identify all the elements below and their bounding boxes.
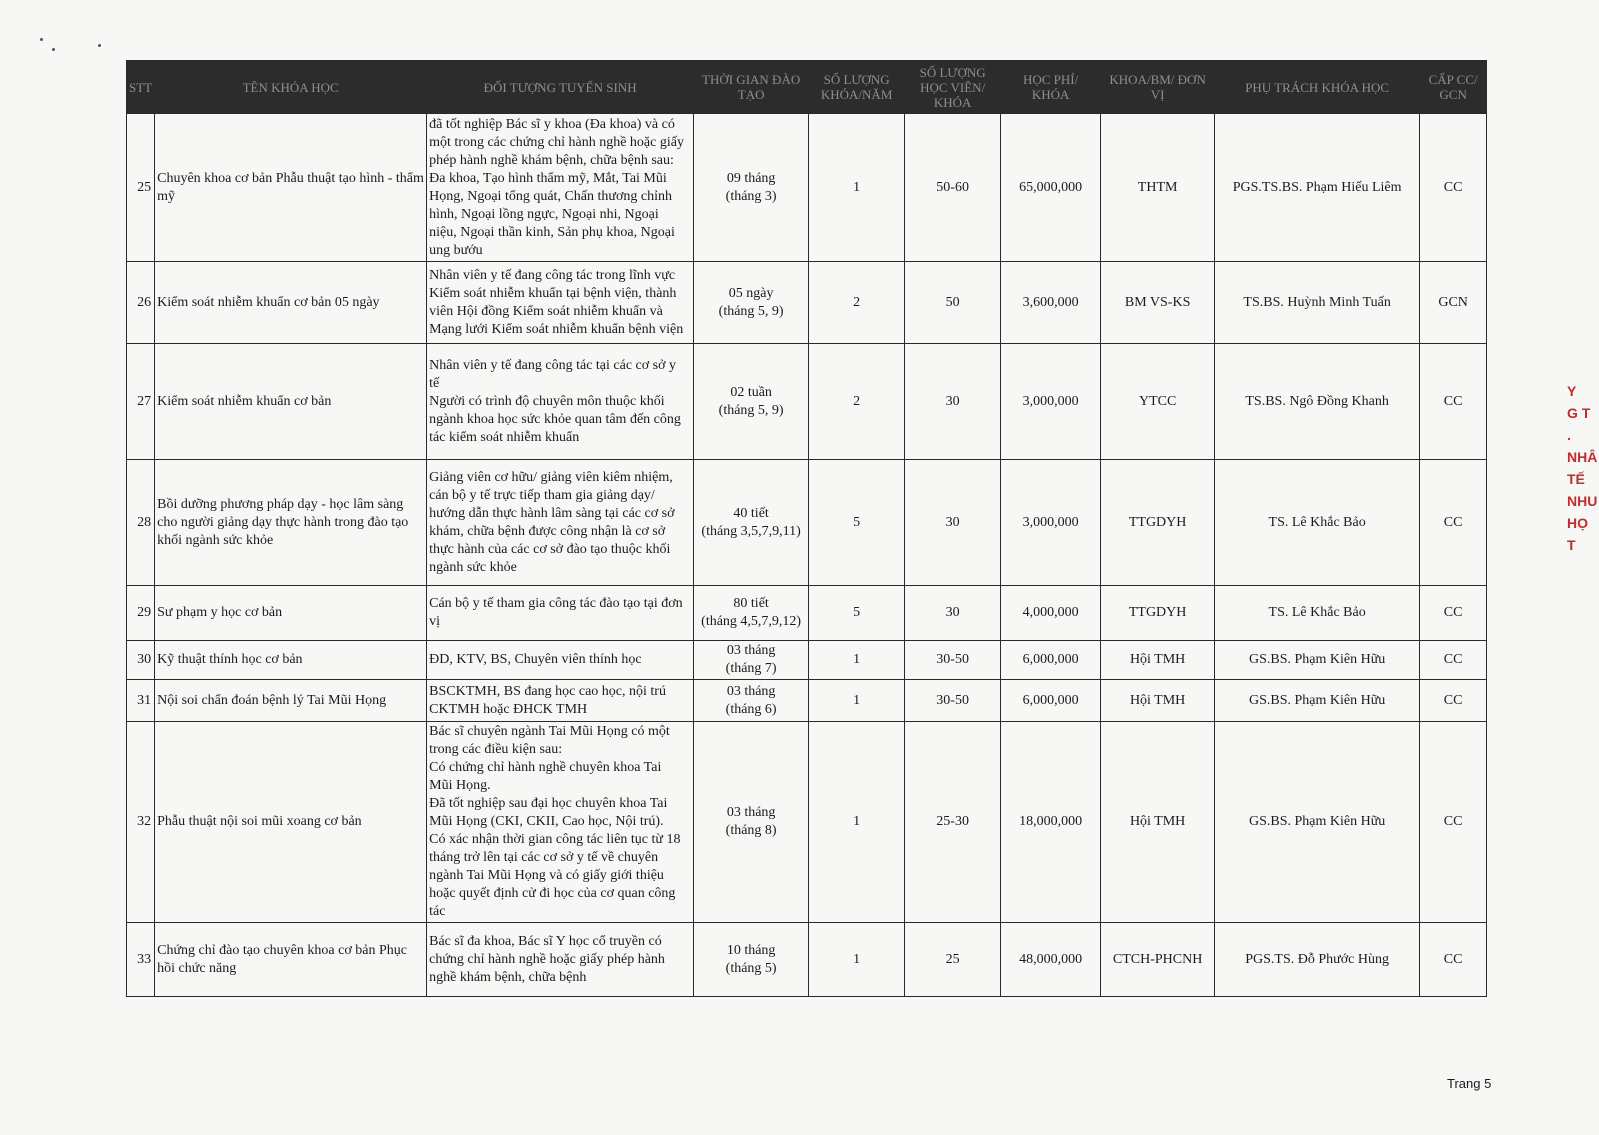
row-target-line: tháng trở lên tại các cơ sở y tế về chuyên [429, 850, 659, 865]
row-course-name: Chứng chỉ đào tạo chuyên khoa cơ bản Phục hồi chức năng [155, 923, 427, 997]
table-row [127, 114, 1487, 262]
row-stt: 27 [127, 344, 155, 460]
row-duration-line: 09 tháng [726, 170, 776, 186]
row-target-line: vị [429, 614, 441, 629]
row-target-line: Mũi Họng (CKI, CKII, Cao học, Nội trú). [429, 814, 664, 829]
row-supervisor: TS. Lê Khắc Bảo [1215, 460, 1420, 586]
row-target-line: Mũi Họng. [429, 778, 491, 793]
stamp-text: T [1567, 537, 1576, 553]
row-duration-line: (tháng 8) [725, 823, 777, 838]
row-fee: 6,000,000 [1001, 641, 1101, 680]
row-duration-line: 03 tháng [726, 643, 776, 658]
page-number: Trang 5 [1447, 1076, 1492, 1091]
row-course-name: Phẫu thuật nội soi mũi xoang cơ bản [155, 722, 427, 923]
row-stt: 33 [127, 923, 155, 997]
row-stt: 30 [127, 641, 155, 680]
row-target [427, 114, 694, 262]
row-supervisor: GS.BS. Phạm Kiên Hữu [1215, 722, 1420, 923]
row-stt: 26 [127, 262, 155, 344]
row-target-line: trong các điều kiện sau: [429, 742, 563, 757]
row-courses-per-year: 1 [809, 641, 905, 680]
row-students: 30 [905, 460, 1001, 586]
row-target [427, 641, 694, 680]
row-fee: 3,600,000 [1001, 262, 1101, 344]
row-target-line: Cán bộ y tế tham gia công tác đào tạo tại đơn [429, 596, 683, 611]
row-duration [694, 344, 809, 460]
stamp-text: TẾ [1567, 471, 1585, 487]
row-duration-line: 02 tuần [730, 384, 772, 400]
row-cert: CC [1420, 680, 1487, 722]
row-fee: 4,000,000 [1001, 586, 1101, 641]
row-students: 30-50 [905, 680, 1001, 722]
row-unit: Hội TMH [1101, 722, 1215, 923]
row-unit: CTCH-PHCNH [1101, 923, 1215, 997]
row-duration [694, 923, 809, 997]
row-unit: THTM [1101, 114, 1215, 262]
row-duration-line: 05 ngày [728, 285, 774, 301]
row-course-name: Nội soi chẩn đoán bệnh lý Tai Mũi Họng [155, 680, 427, 722]
row-courses-per-year: 5 [809, 586, 905, 641]
table-row [127, 460, 1487, 586]
row-students: 30 [905, 586, 1001, 641]
row-duration-line: (tháng 5, 9) [718, 402, 784, 418]
row-target [427, 586, 694, 641]
row-duration-line: 03 tháng [726, 683, 776, 699]
table-row [127, 586, 1487, 641]
row-stt: 28 [127, 460, 155, 586]
row-unit: Hội TMH [1101, 641, 1215, 680]
row-cert: GCN [1420, 262, 1487, 344]
row-target-line: CKTMH hoặc ĐHCK TMH [429, 701, 588, 717]
row-target-line: Mạng lưới Kiểm soát nhiễm khuẩn bệnh viện [429, 321, 684, 337]
stamp-text: G T [1567, 405, 1591, 421]
table-row [127, 722, 1487, 923]
table-row [127, 680, 1487, 722]
row-fee: 65,000,000 [1001, 114, 1101, 262]
row-course-name: Kiểm soát nhiễm khuẩn cơ bản [155, 344, 427, 460]
row-students: 30 [905, 344, 1001, 460]
row-cert: CC [1420, 722, 1487, 923]
row-target-line: ngành sức khỏe [429, 559, 517, 575]
row-courses-per-year: 5 [809, 460, 905, 586]
row-duration [694, 722, 809, 923]
row-target [427, 344, 694, 460]
row-duration [694, 641, 809, 680]
row-supervisor: TS. Lê Khắc Bảo [1215, 586, 1420, 641]
row-stt: 31 [127, 680, 155, 722]
table-row [127, 923, 1487, 997]
row-stt: 25 [127, 114, 155, 262]
row-target-line: Đa khoa, Tạo hình thẩm mỹ, Mắt, Tai Mũi [429, 170, 667, 186]
stamp-text: Y [1567, 383, 1577, 399]
row-supervisor: PGS.TS.BS. Phạm Hiếu Liêm [1215, 114, 1420, 262]
row-students: 25 [905, 923, 1001, 997]
row-duration [694, 460, 809, 586]
row-duration-line: (tháng 4,5,7,9,12) [701, 614, 802, 629]
red-stamp-fragment [1567, 380, 1599, 556]
row-target-line: hướng dẫn thực hành lâm sàng tại các cơ sở [429, 505, 675, 521]
stamp-text: HỌ [1567, 515, 1588, 531]
row-target [427, 262, 694, 344]
table-row [127, 344, 1487, 460]
row-duration-line: 10 tháng [726, 942, 776, 958]
row-duration [694, 680, 809, 722]
row-target-line: tế [429, 375, 440, 391]
header-unit: KHOA/BM/ ĐƠN VỊ [1101, 61, 1215, 114]
header-stt: STT [127, 61, 155, 114]
row-fee: 3,000,000 [1001, 344, 1101, 460]
row-target-line: một trong các chứng chỉ hành nghề hoặc giấy [429, 134, 684, 150]
row-target-line: Bác sĩ chuyên ngành Tai Mũi Họng có một [429, 724, 670, 739]
row-unit: YTCC [1101, 344, 1215, 460]
row-duration [694, 114, 809, 262]
row-unit: Hội TMH [1101, 680, 1215, 722]
row-duration-line: (tháng 6) [725, 701, 777, 717]
stamp-text: . NHÂ [1567, 427, 1598, 465]
row-stt: 29 [127, 586, 155, 641]
row-supervisor: GS.BS. Phạm Kiên Hữu [1215, 641, 1420, 680]
table-header-row [127, 61, 1487, 114]
row-courses-per-year: 1 [809, 722, 905, 923]
row-target-line: ngành khoa học sức khỏe quan tâm đến công [429, 411, 681, 427]
header-fee: HỌC PHÍ/ KHÓA [1001, 61, 1101, 114]
row-unit: BM VS-KS [1101, 262, 1215, 344]
row-target-line: ĐD, KTV, BS, Chuyên viên thính học [429, 652, 642, 667]
row-fee: 6,000,000 [1001, 680, 1101, 722]
scan-speck [40, 38, 43, 41]
row-duration-line: 03 tháng [726, 805, 776, 820]
row-target-line: Nhân viên y tế đang công tác tại các cơ sở y [429, 357, 677, 373]
row-course-name: Bồi dưỡng phương pháp dạy - học lâm sàng cho người giảng dạy thực hành trong đào tạo khối ngành sức khỏe [155, 460, 427, 586]
row-duration-line: (tháng 3,5,7,9,11) [701, 523, 801, 539]
row-supervisor: GS.BS. Phạm Kiên Hữu [1215, 680, 1420, 722]
row-stt: 32 [127, 722, 155, 923]
row-target-line: cán bộ y tế trực tiếp tham gia giảng dạy/ [429, 487, 655, 503]
row-target-line: viên Hội đồng Kiểm soát nhiễm khuẩn và [429, 303, 663, 319]
row-duration-line: (tháng 5, 9) [718, 303, 784, 319]
row-target [427, 680, 694, 722]
row-target [427, 460, 694, 586]
row-students: 50-60 [905, 114, 1001, 262]
row-duration-line: (tháng 3) [725, 188, 777, 204]
row-course-name: Chuyên khoa cơ bản Phẫu thuật tạo hình - thẩm mỹ [155, 114, 427, 262]
row-target-line: Người có trình độ chuyên môn thuộc khối [429, 393, 665, 409]
table-row [127, 641, 1487, 680]
row-target-line: chứng chỉ hành nghề hoặc giấy phép hành [429, 951, 665, 967]
row-target-line: tác [429, 904, 446, 919]
row-target-line: BSCKTMH, BS đang học cao học, nội trú [429, 683, 666, 699]
row-cert: CC [1420, 586, 1487, 641]
row-cert: CC [1420, 923, 1487, 997]
row-target-line: phép hành nghề khám bệnh, chữa bệnh sau: [429, 152, 674, 168]
row-supervisor: TS.BS. Ngô Đồng Khanh [1215, 344, 1420, 460]
header-students: SỐ LƯỢNG HỌC VIÊN/ KHÓA [905, 61, 1001, 114]
row-courses-per-year: 1 [809, 680, 905, 722]
header-duration: THỜI GIAN ĐÀO TẠO [694, 61, 809, 114]
row-students: 30-50 [905, 641, 1001, 680]
row-duration-line: (tháng 5) [725, 960, 777, 976]
row-target-line: Nhân viên y tế đang công tác trong lĩnh vực [429, 267, 676, 283]
row-students: 25-30 [905, 722, 1001, 923]
row-target [427, 923, 694, 997]
row-course-name: Kỹ thuật thính học cơ bản [155, 641, 427, 680]
row-target-line: Họng, Ngoại tổng quát, Chấn thương chỉnh [429, 188, 672, 204]
header-cert: CẤP CC/ GCN [1420, 61, 1487, 114]
row-duration [694, 262, 809, 344]
row-cert: CC [1420, 641, 1487, 680]
row-fee: 18,000,000 [1001, 722, 1101, 923]
row-target-line: đã tốt nghiệp Bác sĩ y khoa (Đa khoa) và có [429, 116, 675, 132]
row-target-line: Giảng viên cơ hữu/ giảng viên kiêm nhiệm, [429, 469, 673, 485]
row-duration-line: 40 tiết [733, 505, 769, 521]
row-target-line: ung bướu [429, 242, 483, 258]
row-duration-line: 80 tiết [733, 596, 769, 611]
row-target-line: Bác sĩ đa khoa, Bác sĩ Y học cổ truyền có [429, 933, 662, 949]
row-target-line: nghề khám bệnh, chữa bệnh [429, 969, 587, 985]
row-fee: 48,000,000 [1001, 923, 1101, 997]
row-target-line: ngành Tai Mũi Họng và có giấy giới thiệu [429, 868, 664, 883]
row-target-line: Có xác nhận thời gian công tác liên tục từ 18 [429, 832, 681, 847]
row-duration [694, 586, 809, 641]
row-courses-per-year: 2 [809, 344, 905, 460]
table-row [127, 262, 1487, 344]
row-cert: CC [1420, 460, 1487, 586]
row-cert: CC [1420, 114, 1487, 262]
training-course-table [126, 60, 1487, 997]
row-supervisor: TS.BS. Huỳnh Minh Tuấn [1215, 262, 1420, 344]
row-target-line: hoặc quyết định cử đi học của cơ quan công [429, 886, 676, 901]
row-target-line: thực hành của các cơ sở đào tạo thuộc khối [429, 541, 671, 557]
row-target-line: Kiểm soát nhiễm khuẩn tại bệnh viện, thành [429, 285, 677, 301]
row-supervisor: PGS.TS. Đỗ Phước Hùng [1215, 923, 1420, 997]
row-cert: CC [1420, 344, 1487, 460]
row-target-line: hình, Ngoại lồng ngực, Ngoại nhi, Ngoại [429, 206, 659, 222]
row-unit: TTGDYH [1101, 460, 1215, 586]
row-duration-line: (tháng 7) [725, 661, 777, 676]
row-courses-per-year: 1 [809, 923, 905, 997]
header-course-name: TÊN KHÓA HỌC [155, 61, 427, 114]
stamp-text: NHU [1567, 493, 1598, 509]
scan-speck [52, 48, 55, 51]
row-courses-per-year: 2 [809, 262, 905, 344]
row-courses-per-year: 1 [809, 114, 905, 262]
row-course-name: Sư phạm y học cơ bản [155, 586, 427, 641]
row-course-name: Kiểm soát nhiễm khuẩn cơ bản 05 ngày [155, 262, 427, 344]
row-students: 50 [905, 262, 1001, 344]
scan-speck [98, 44, 101, 47]
header-target: ĐỐI TƯỢNG TUYỂN SINH [427, 61, 694, 114]
row-target-line: Có chứng chỉ hành nghề chuyên khoa Tai [429, 760, 662, 775]
header-supervisor: PHỤ TRÁCH KHÓA HỌC [1215, 61, 1420, 114]
row-fee: 3,000,000 [1001, 460, 1101, 586]
row-target-line: Đã tốt nghiệp sau đại học chuyên khoa Tai [429, 796, 668, 811]
header-courses-per-year: SỐ LƯỢNG KHÓA/NĂM [809, 61, 905, 114]
row-target-line: tác kiểm soát nhiễm khuẩn [429, 429, 580, 445]
row-target-line: niệu, Ngoại thần kinh, Sản phụ khoa, Ngoại [429, 224, 675, 240]
row-target-line: khám, chữa bệnh được công nhận là cơ sở [429, 523, 666, 539]
table-body [127, 114, 1487, 997]
row-target [427, 722, 694, 923]
row-unit: TTGDYH [1101, 586, 1215, 641]
